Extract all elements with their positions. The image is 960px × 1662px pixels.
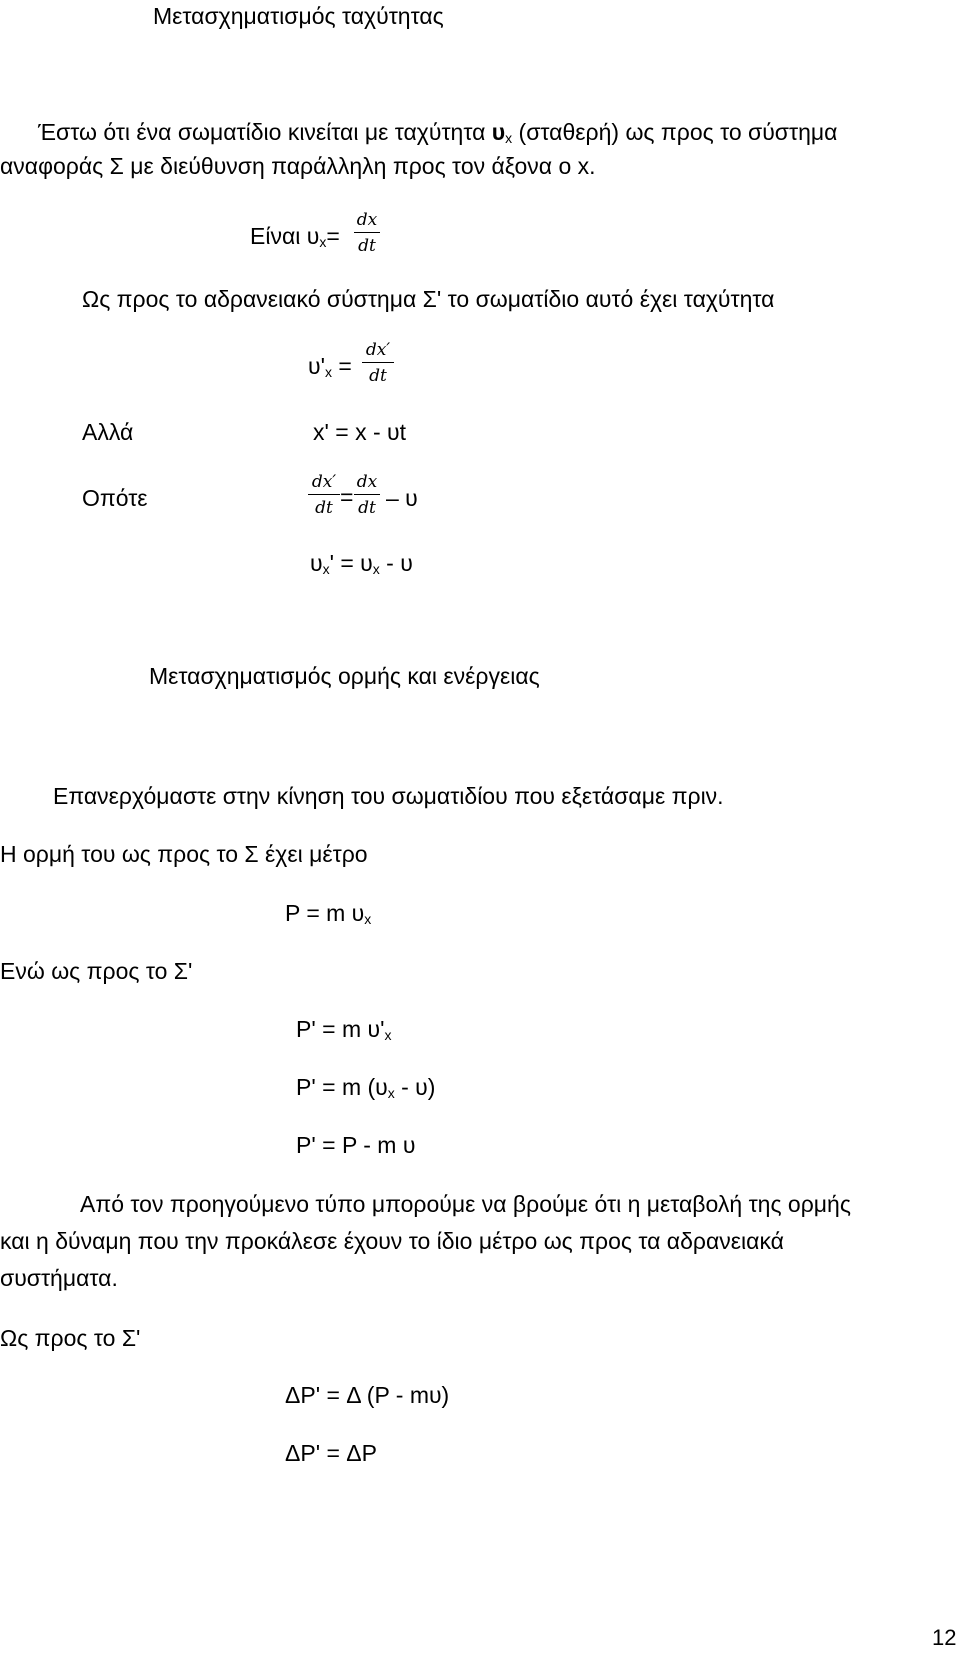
subscript-x: x	[319, 234, 327, 250]
paragraph-line: Ως προς το Σ'	[0, 1325, 141, 1351]
subscript-x: x	[372, 561, 380, 577]
subscript-x: x	[364, 911, 372, 927]
text-run: (σταθερή) ως προς το σύστημα	[512, 119, 838, 145]
fraction-bar	[308, 494, 340, 495]
subscript-x: x	[324, 364, 332, 380]
section-heading-velocity: Μετασχηματισμός ταχύτητας	[153, 3, 444, 29]
equation-velocity-lead	[250, 222, 340, 250]
subscript-x: x	[387, 1085, 395, 1101]
equation-momentum-result: P' = P - m υ	[296, 1132, 416, 1158]
text-run: - υ)	[394, 1074, 436, 1100]
fraction-dx-dt	[354, 472, 380, 518]
equation-velocity-transform	[310, 549, 413, 577]
text-run: P' = m υ'	[296, 1016, 385, 1042]
equation-delta-momentum-result: ΔP' = ΔP	[285, 1440, 378, 1466]
text-run: - υ	[379, 550, 413, 576]
text-run: Έστω ότι ένα σωματίδιο κινείται με ταχύτητα	[38, 119, 492, 145]
paragraph-line: και η δύναμη που την προκάλεσε έχουν το ίδιο μέτρο ως προς τα αδρανειακά	[0, 1228, 784, 1254]
text-run: Είναι υ	[250, 223, 320, 249]
section-heading-momentum: Μετασχηματισμός ορμής και ενέργειας	[149, 663, 540, 689]
equals-sign: =	[326, 223, 340, 249]
paragraph-line: Ενώ ως προς το Σ'	[0, 958, 193, 984]
paragraph-line: συστήματα.	[0, 1265, 118, 1291]
equals-sign: =	[331, 353, 352, 379]
equals-sign: =	[340, 484, 354, 510]
fraction-numerator: dx	[356, 210, 378, 230]
fraction-bar	[362, 362, 394, 363]
fraction-denominator: dt	[369, 366, 387, 386]
text-run: υ	[310, 550, 323, 576]
paragraph-line: Η ορμή του ως προς το Σ έχει μέτρο	[0, 841, 368, 867]
fraction-bar	[354, 232, 380, 233]
text-run: ' = υ	[329, 550, 373, 576]
fraction-numerator: dx	[356, 472, 378, 492]
subscript-x: x	[384, 1027, 392, 1043]
label-opote: Οπότε	[82, 485, 148, 511]
text-run: υ'	[308, 353, 325, 379]
fraction-dxprime-dt	[308, 472, 340, 518]
fraction-denominator: dt	[358, 236, 376, 256]
paragraph-line: Επανερχόμαστε στην κίνηση του σωματιδίου που εξετάσαμε πριν.	[53, 783, 724, 809]
equation-momentum	[285, 899, 371, 927]
fraction-denominator: dt	[315, 498, 333, 518]
equation-velocity-prime	[308, 352, 352, 380]
paragraph-line	[38, 118, 837, 146]
subscript-x: x	[505, 130, 513, 146]
fraction-denominator: dt	[358, 498, 376, 518]
fraction-dxprime-dt	[362, 340, 394, 386]
fraction-numerator: dx′	[365, 340, 391, 360]
fraction-dx-dt	[354, 210, 380, 256]
equation-position-transform: x' = x - υt	[313, 419, 407, 445]
label-alla: Αλλά	[82, 419, 134, 445]
paragraph-line: Από τον προηγούμενο τύπο μπορούμε να βρούμε ότι η μεταβολή της ορμής	[80, 1191, 851, 1217]
text-run: P = m υ	[285, 900, 365, 926]
subscript-x: x	[322, 561, 330, 577]
text-run: P' = m (υ	[296, 1074, 388, 1100]
equation-momentum-prime	[296, 1015, 391, 1043]
fraction-numerator: dx′	[311, 472, 337, 492]
paragraph-line: αναφοράς Σ με διεύθυνση παράλληλη προς τον άξονα ο x.	[0, 153, 596, 179]
paragraph-line: Ως προς το αδρανειακό σύστημα Σ' το σωματίδιο αυτό έχει ταχύτητα	[82, 286, 775, 312]
equation-delta-momentum: ΔP' = Δ (P - mυ)	[285, 1382, 450, 1408]
fraction-bar	[354, 494, 380, 495]
page-number: 12	[932, 1625, 957, 1650]
equation-momentum-expanded	[296, 1073, 435, 1101]
symbol-u: υ	[491, 119, 506, 145]
equation-tail: – υ	[386, 485, 418, 511]
